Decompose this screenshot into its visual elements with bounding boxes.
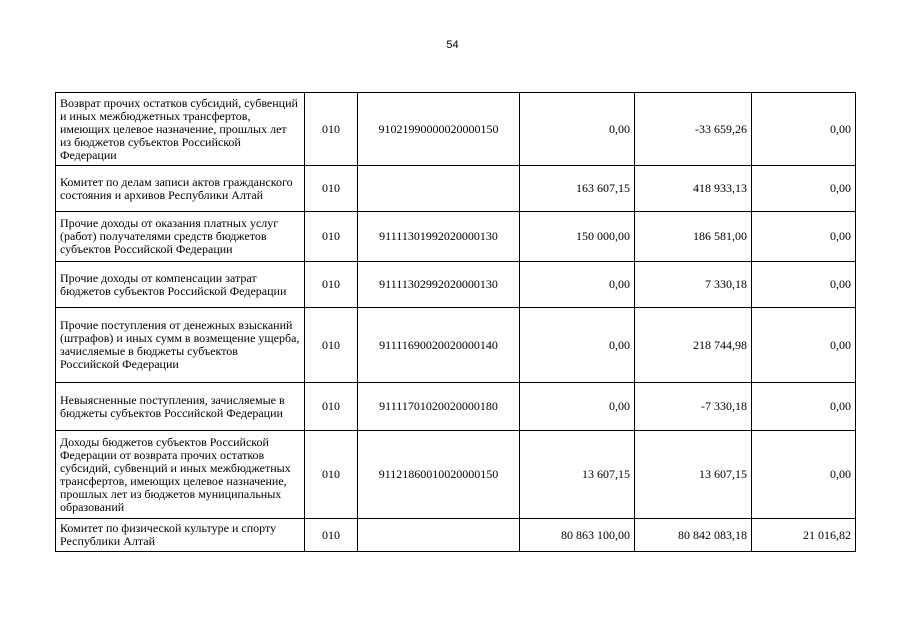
row-kbk: 91111701020020000180 <box>358 383 520 431</box>
row-value-1: 0,00 <box>520 308 635 383</box>
row-name: Доходы бюджетов субъектов Российской Федерации от возврата прочих остатков субсидий, субвенций и иных межбюджетных трансфертов, имеющих целевое назначение, прошлых лет из бюджетов муниципальных образований <box>56 431 305 519</box>
table-row <box>56 93 856 166</box>
row-value-2: 13 607,15 <box>635 431 752 519</box>
row-code: 010 <box>305 308 358 383</box>
row-kbk: 91121860010020000150 <box>358 431 520 519</box>
row-name: Невыясненные поступления, зачисляемые в бюджеты субъектов Российской Федерации <box>56 383 305 431</box>
table-row <box>56 383 856 431</box>
row-code: 010 <box>305 383 358 431</box>
row-value-2: 80 842 083,18 <box>635 519 752 552</box>
row-name: Возврат прочих остатков субсидий, субвенций и иных межбюджетных трансфертов, имеющих целевое назначение, прошлых лет из бюджетов субъектов Российской Федерации <box>56 93 305 166</box>
row-value-3: 0,00 <box>752 308 856 383</box>
row-code: 010 <box>305 93 358 166</box>
row-value-3: 0,00 <box>752 166 856 212</box>
budget-table <box>55 92 856 552</box>
row-value-3: 0,00 <box>752 383 856 431</box>
row-kbk <box>358 166 520 212</box>
table-row <box>56 519 856 552</box>
table-row <box>56 166 856 212</box>
row-value-1: 80 863 100,00 <box>520 519 635 552</box>
table-row <box>56 431 856 519</box>
row-name: Прочие поступления от денежных взысканий (штрафов) и иных сумм в возмещение ущерба, зачисляемые в бюджеты субъектов Российской Федерации <box>56 308 305 383</box>
page-number: 54 <box>446 39 459 51</box>
row-code: 010 <box>305 519 358 552</box>
row-name: Прочие доходы от компенсации затрат бюджетов субъектов Российской Федерации <box>56 262 305 308</box>
row-value-1: 0,00 <box>520 383 635 431</box>
row-value-2: -33 659,26 <box>635 93 752 166</box>
row-value-2: 418 933,13 <box>635 166 752 212</box>
row-value-1: 150 000,00 <box>520 212 635 262</box>
row-value-2: -7 330,18 <box>635 383 752 431</box>
row-code: 010 <box>305 431 358 519</box>
row-kbk: 91111301992020000130 <box>358 212 520 262</box>
row-name: Комитет по физической культуре и спорту Республики Алтай <box>56 519 305 552</box>
row-code: 010 <box>305 166 358 212</box>
row-code: 010 <box>305 212 358 262</box>
table-row <box>56 212 856 262</box>
row-value-1: 13 607,15 <box>520 431 635 519</box>
row-kbk: 91021990000020000150 <box>358 93 520 166</box>
row-name: Прочие доходы от оказания платных услуг (работ) получателями средств бюджетов субъектов Российской Федерации <box>56 212 305 262</box>
table-row <box>56 262 856 308</box>
row-value-1: 0,00 <box>520 262 635 308</box>
row-value-3: 0,00 <box>752 262 856 308</box>
row-name: Комитет по делам записи актов гражданского состояния и архивов Республики Алтай <box>56 166 305 212</box>
row-kbk: 91111690020020000140 <box>358 308 520 383</box>
row-kbk <box>358 519 520 552</box>
row-value-1: 0,00 <box>520 93 635 166</box>
row-value-3: 0,00 <box>752 93 856 166</box>
row-value-3: 0,00 <box>752 212 856 262</box>
row-value-3: 21 016,82 <box>752 519 856 552</box>
row-value-2: 218 744,98 <box>635 308 752 383</box>
row-kbk: 91111302992020000130 <box>358 262 520 308</box>
row-code: 010 <box>305 262 358 308</box>
row-value-1: 163 607,15 <box>520 166 635 212</box>
table-row <box>56 308 856 383</box>
row-value-2: 186 581,00 <box>635 212 752 262</box>
row-value-2: 7 330,18 <box>635 262 752 308</box>
row-value-3: 0,00 <box>752 431 856 519</box>
